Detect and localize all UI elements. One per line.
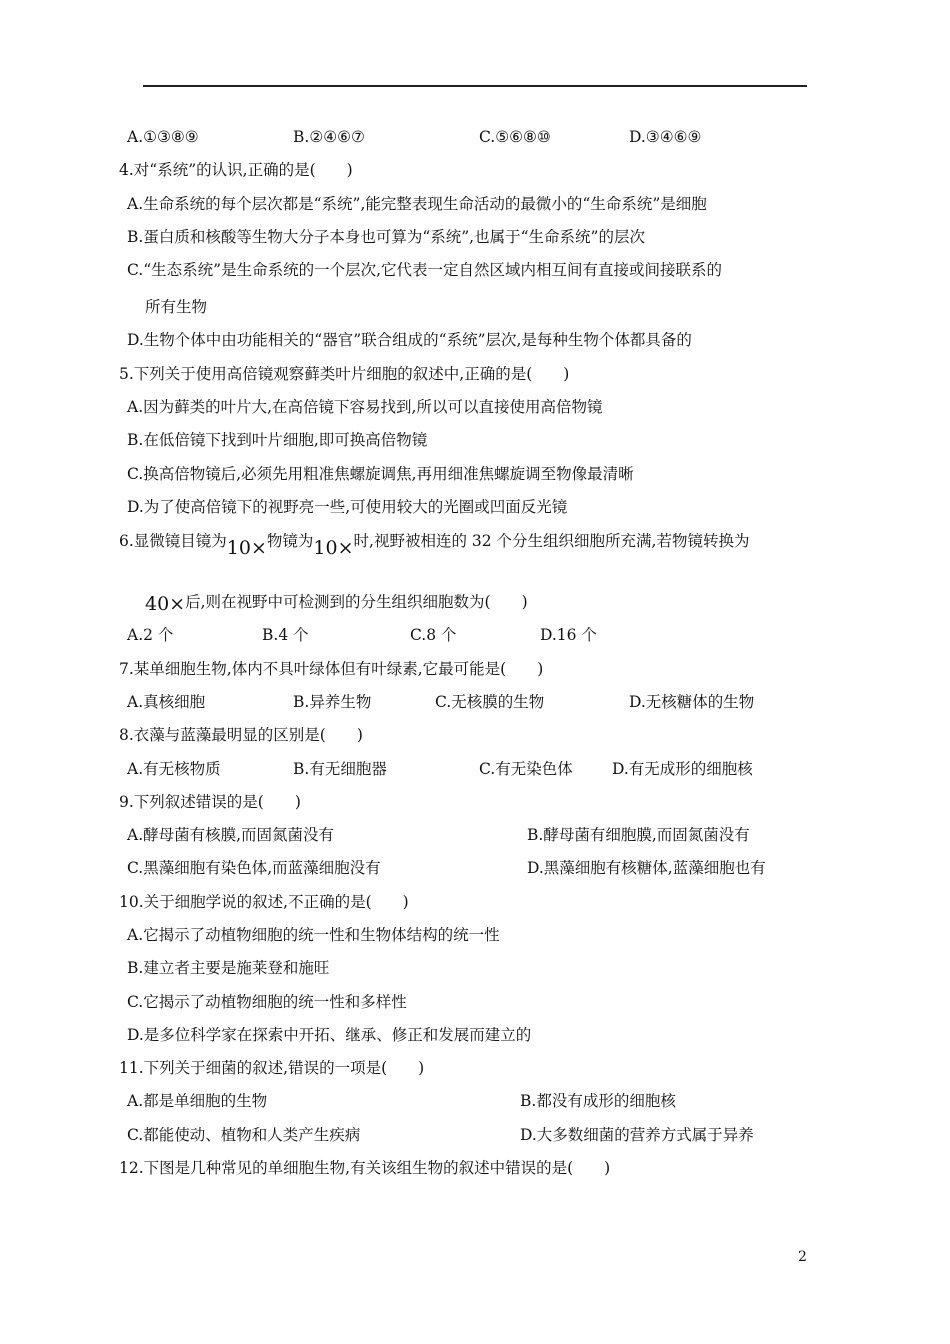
header-rule: [143, 85, 807, 87]
q3-option-d: D.③④⑥⑨: [629, 128, 702, 146]
q7-option-d: D.无核糖体的生物: [629, 693, 755, 711]
q10-stem: 10.关于细胞学说的叙述,不正确的是( ): [119, 893, 409, 911]
q6-stem-line1: [119, 530, 750, 559]
page-number: 2: [798, 1249, 807, 1265]
q11-option-d: D.大多数细菌的营养方式属于异养: [520, 1126, 754, 1144]
q11-option-b: B.都没有成形的细胞核: [520, 1092, 676, 1110]
q5-option-d: D.为了使高倍镜下的视野亮一些,可使用较大的光圈或凹面反光镜: [127, 498, 568, 516]
q8-option-c: C.有无染色体: [479, 760, 573, 778]
q6-new-objective-mag: 40×: [145, 593, 186, 615]
q10-option-a: A.它揭示了动植物细胞的统一性和生物体结构的统一性: [127, 926, 500, 944]
q3-option-b: B.②④⑥⑦: [293, 128, 365, 146]
q7-option-c: C.无核膜的生物: [435, 693, 545, 711]
q9-option-c: C.黑藻细胞有染色体,而蓝藻细胞没有: [127, 859, 381, 877]
q6-option-c: C.8 个: [410, 626, 457, 644]
q10-option-d: D.是多位科学家在探索中开拓、继承、修正和发展而建立的: [127, 1026, 532, 1044]
q10-option-b: B.建立者主要是施莱登和施旺: [127, 959, 330, 977]
q6-option-d: D.16 个: [540, 626, 597, 644]
q11-option-c: C.都能使动、植物和人类产生疾病: [127, 1126, 361, 1144]
q9-option-a: A.酵母菌有核膜,而固氮菌没有: [127, 826, 335, 844]
q6-option-a: A.2 个: [127, 626, 174, 644]
q4-option-c-line1: C.“生态系统”是生命系统的一个层次,它代表一定自然区域内相互间有直接或间接联系的: [127, 261, 723, 279]
q5-option-a: A.因为藓类的叶片大,在高倍镜下容易找到,所以可以直接使用高倍物镜: [127, 398, 603, 416]
q6-option-b: B.4 个: [262, 626, 309, 644]
q10-option-c: C.它揭示了动植物细胞的统一性和多样性: [127, 993, 407, 1011]
q6-text-1: 6.显微镜目镜为: [119, 532, 227, 550]
q4-option-c-line2: 所有生物: [145, 298, 208, 316]
q7-option-b: B.异养生物: [293, 693, 372, 711]
q8-option-d: D.有无成形的细胞核: [612, 760, 753, 778]
q12-stem: 12.下图是几种常见的单细胞生物,有关该组生物的叙述中错误的是( ): [119, 1159, 611, 1177]
q9-stem: 9.下列叙述错误的是( ): [119, 793, 301, 811]
q8-stem: 8.衣藻与蓝藻最明显的区别是( ): [119, 726, 363, 744]
q3-option-a: A.①③⑧⑨: [127, 128, 199, 146]
q5-stem: 5.下列关于使用高倍镜观察藓类叶片细胞的叙述中,正确的是( ): [119, 365, 570, 383]
q7-stem: 7.某单细胞生物,体内不具叶绿体但有叶绿素,它最可能是( ): [119, 660, 544, 678]
q6-text-4: 后,则在视野中可检测到的分生组织细胞数为( ): [185, 593, 528, 611]
q8-option-a: A.有无核物质: [127, 760, 221, 778]
q5-option-b: B.在低倍镜下找到叶片细胞,即可换高倍物镜: [127, 431, 428, 449]
q6-eyepiece-mag: 10×: [226, 537, 267, 559]
q5-option-c: C.换高倍物镜后,必须先用粗准焦螺旋调焦,再用细准焦螺旋调至物像最清晰: [127, 465, 634, 483]
q11-stem: 11.下列关于细菌的叙述,错误的一项是( ): [119, 1059, 425, 1077]
q6-stem-line2: [145, 591, 528, 615]
q11-option-a: A.都是单细胞的生物: [127, 1092, 268, 1110]
q4-option-b: B.蛋白质和核酸等生物大分子本身也可算为“系统”,也属于“生命系统”的层次: [127, 228, 645, 246]
q6-objective-mag: 10×: [313, 537, 354, 559]
q4-option-d: D.生物个体中由功能相关的“器官”联合组成的“系统”层次,是每种生物个体都具备的: [127, 331, 692, 349]
q4-stem: 4.对“系统”的认识,正确的是( ): [119, 161, 353, 179]
q6-text-2: 物镜为: [266, 532, 314, 550]
q9-option-d: D.黑藻细胞有核糖体,蓝藻细胞也有: [527, 859, 766, 877]
q3-option-c: C.⑤⑥⑧⑩: [479, 128, 551, 146]
q6-text-3: 时,视野被相连的 32 个分生组织细胞所充满,若物镜转换为: [353, 532, 750, 550]
q4-option-a: A.生命系统的每个层次都是“系统”,能完整表现生命活动的最微小的“生命系统”是细胞: [127, 195, 707, 213]
q8-option-b: B.有无细胞器: [293, 760, 387, 778]
q7-option-a: A.真核细胞: [127, 693, 206, 711]
q9-option-b: B.酵母菌有细胞膜,而固氮菌没有: [527, 826, 750, 844]
